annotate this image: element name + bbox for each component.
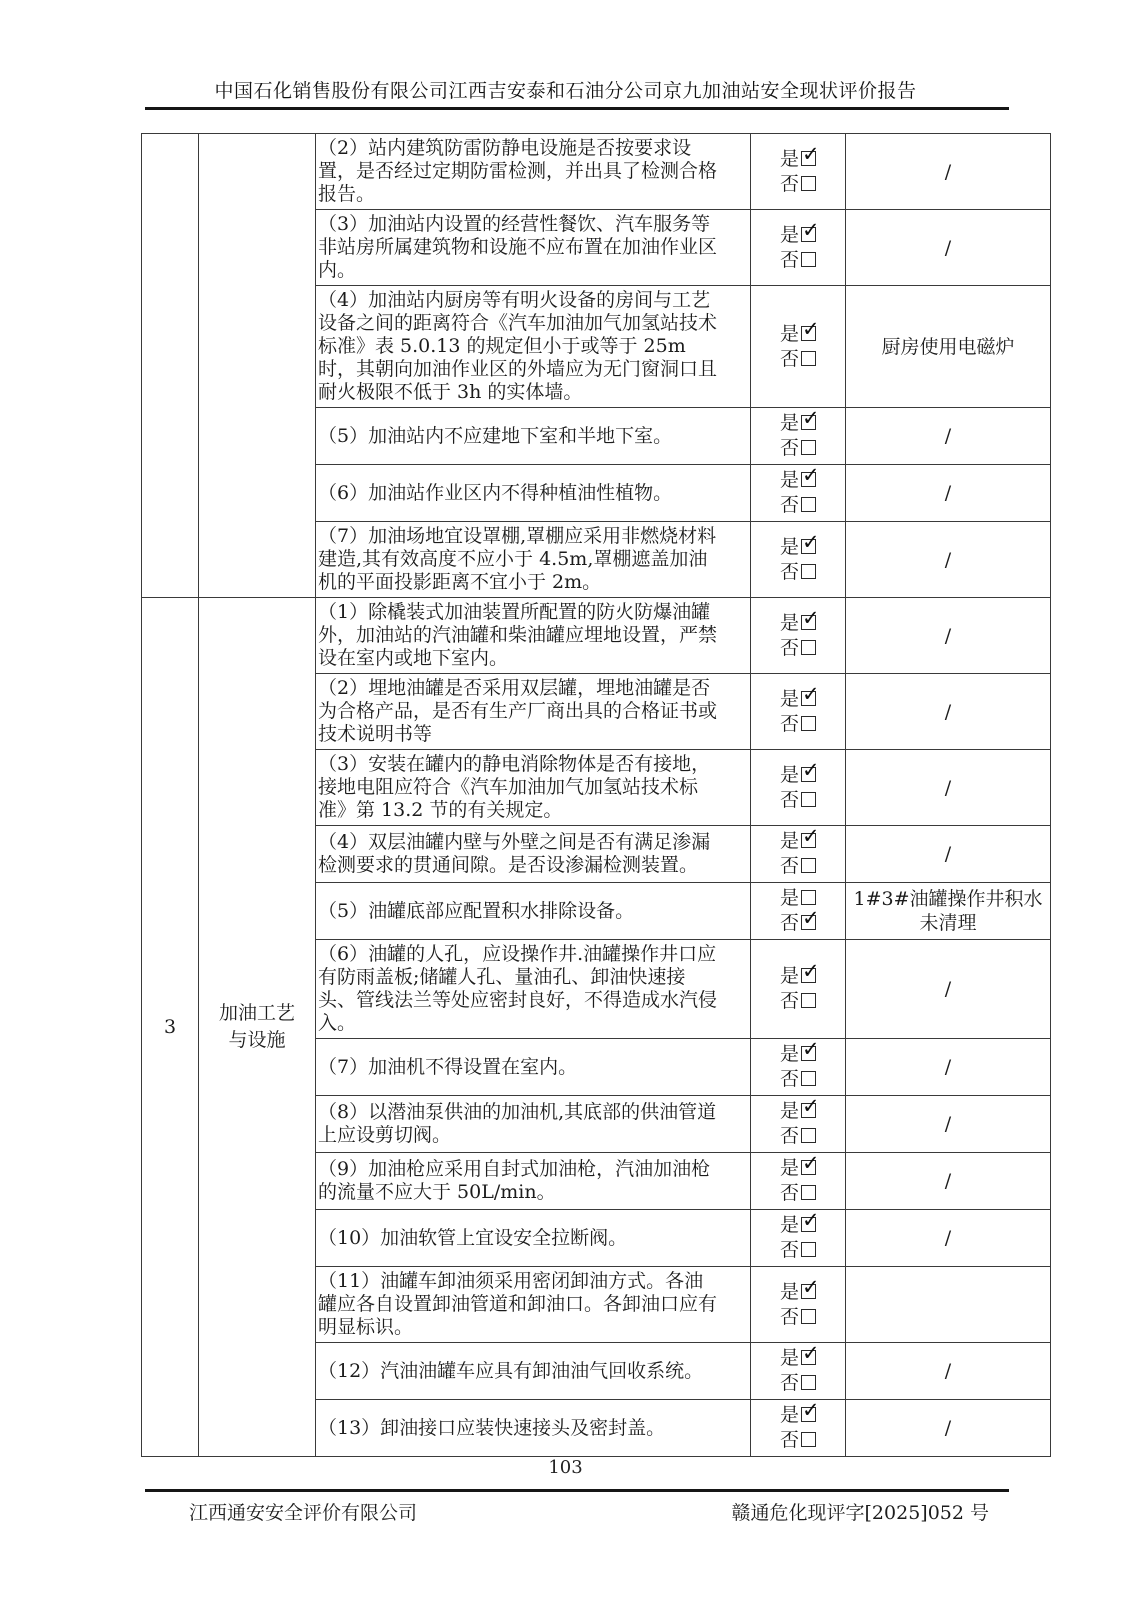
item-cell — [316, 940, 751, 1039]
yes-option — [753, 1280, 843, 1305]
yes-label: 是 — [779, 1280, 799, 1303]
no-checkbox-unchecked — [801, 1309, 816, 1324]
yes-label: 是 — [779, 965, 799, 987]
no-checkbox-unchecked — [801, 640, 816, 655]
item-cell — [316, 883, 751, 940]
remark-cell: / — [846, 826, 1051, 883]
item-cell — [316, 1267, 751, 1343]
yes-label: 是 — [779, 1043, 799, 1065]
yes-no-cell — [751, 826, 846, 883]
yes-no-cell — [751, 674, 846, 750]
row-number-cell: 3 — [142, 598, 199, 1457]
no-option — [753, 1181, 843, 1206]
no-option — [753, 493, 843, 518]
yes-label: 是 — [779, 147, 799, 170]
yes-option — [753, 964, 843, 989]
yes-option — [753, 763, 843, 788]
item-cell — [316, 1210, 751, 1267]
yes-label: 是 — [779, 1157, 799, 1179]
no-checkbox-unchecked — [801, 1432, 816, 1447]
yes-no-cell — [751, 750, 846, 826]
item-text: （9）加油枪应采用自封式加油枪，汽油加油枪的流量不应大于 50L/min。 — [318, 1158, 711, 1203]
item-text: （6）加油站作业区内不得种植油性植物。 — [318, 481, 673, 504]
no-checkbox-unchecked — [801, 858, 816, 873]
item-cell — [316, 465, 751, 522]
yes-option — [753, 687, 843, 712]
item-cell — [316, 826, 751, 883]
remark-cell: 厨房使用电磁炉 — [846, 286, 1051, 408]
no-option — [753, 172, 843, 197]
category-cell — [199, 134, 316, 598]
yes-checkbox-unchecked — [801, 890, 816, 905]
yes-option — [753, 1346, 843, 1371]
no-label: 否 — [779, 347, 799, 370]
yes-checkbox-checked — [801, 767, 816, 782]
yes-no-cell — [751, 210, 846, 286]
remark-cell: / — [846, 408, 1051, 465]
yes-label: 是 — [779, 1214, 799, 1236]
yes-option — [753, 468, 843, 493]
no-label: 否 — [779, 1182, 799, 1204]
remark-cell: / — [846, 1210, 1051, 1267]
footer-company: 江西通安安全评价有限公司 — [189, 1502, 418, 1524]
yes-label: 是 — [779, 1404, 799, 1426]
yes-no-cell — [751, 522, 846, 598]
no-checkbox-unchecked — [801, 176, 816, 191]
no-option — [753, 248, 843, 273]
no-label: 否 — [779, 172, 799, 195]
no-option — [753, 989, 843, 1014]
page-title: 中国石化销售股份有限公司江西吉安泰和石油分公司京九加油站安全现状评价报告 — [214, 80, 917, 102]
no-option — [753, 1428, 843, 1453]
item-cell — [316, 210, 751, 286]
item-text: （3）加油站内设置的经营性餐饮、汽车服务等非站房所属建筑物和设施不应布置在加油作业区内。 — [318, 213, 718, 281]
no-label: 否 — [779, 990, 799, 1012]
no-option — [753, 1067, 843, 1092]
no-label: 否 — [779, 912, 799, 934]
yes-no-cell — [751, 1153, 846, 1210]
remark-cell: / — [846, 1039, 1051, 1096]
no-checkbox-unchecked — [801, 1128, 816, 1143]
yes-label: 是 — [779, 535, 799, 558]
yes-no-cell — [751, 1400, 846, 1457]
yes-no-cell — [751, 1267, 846, 1343]
yes-checkbox-checked — [801, 227, 816, 242]
yes-label: 是 — [779, 887, 799, 909]
remark-cell: / — [846, 674, 1051, 750]
item-cell — [316, 1343, 751, 1400]
yes-checkbox-checked — [801, 472, 816, 487]
item-text: （5）油罐底部应配置积水排除设备。 — [318, 899, 635, 922]
no-label: 否 — [779, 788, 799, 811]
yes-checkbox-checked — [801, 1407, 816, 1422]
no-checkbox-unchecked — [801, 1071, 816, 1086]
no-checkbox-checked — [801, 915, 816, 930]
no-option — [753, 560, 843, 585]
no-checkbox-unchecked — [801, 716, 816, 731]
yes-option — [753, 1403, 843, 1428]
no-checkbox-unchecked — [801, 1375, 816, 1390]
yes-checkbox-checked — [801, 1350, 816, 1365]
no-checkbox-unchecked — [801, 351, 816, 366]
footer-divider — [145, 1489, 1009, 1492]
no-option — [753, 636, 843, 661]
yes-option — [753, 1213, 843, 1238]
no-option — [753, 1238, 843, 1263]
item-cell — [316, 750, 751, 826]
item-cell — [316, 286, 751, 408]
yes-label: 是 — [779, 322, 799, 345]
yes-checkbox-checked — [801, 1160, 816, 1175]
yes-no-cell — [751, 1210, 846, 1267]
item-cell — [316, 522, 751, 598]
yes-label: 是 — [779, 412, 799, 434]
item-cell — [316, 1096, 751, 1153]
yes-no-cell — [751, 883, 846, 940]
yes-option — [753, 322, 843, 347]
item-text: （7）加油机不得设置在室内。 — [318, 1055, 578, 1078]
yes-checkbox-checked — [801, 1103, 816, 1118]
yes-option — [753, 535, 843, 560]
yes-option — [753, 611, 843, 636]
yes-option — [753, 411, 843, 436]
evaluation-table-body — [142, 134, 1051, 1457]
no-option — [753, 1124, 843, 1149]
no-option — [753, 788, 843, 813]
item-text: （7）加油场地宜设罩棚,罩棚应采用非燃烧材料建造,其有效高度不应小于 4.5m,罩棚遮盖加油机的平面投影距离不宜小于 2m。 — [318, 525, 717, 593]
item-text: （2）埋地油罐是否采用双层罐，埋地油罐是否为合格产品，是否有生产厂商出具的合格证书或技术说明书等 — [318, 677, 718, 745]
table-row — [142, 134, 1051, 210]
no-label: 否 — [779, 248, 799, 271]
page-number: 103 — [548, 1457, 583, 1478]
item-text: （10）加油软管上宜设安全拉断阀。 — [318, 1226, 628, 1249]
footer-doc-number: 赣通危化现评字[2025]052 号 — [731, 1502, 989, 1524]
no-option — [753, 1371, 843, 1396]
yes-checkbox-checked — [801, 151, 816, 166]
yes-checkbox-checked — [801, 1046, 816, 1061]
yes-option — [753, 886, 843, 911]
no-checkbox-unchecked — [801, 993, 816, 1008]
item-text: （11）油罐车卸油须采用密闭卸油方式。各油罐应各自设置卸油管道和卸油口。各卸油口应有明显标识。 — [318, 1270, 718, 1338]
no-label: 否 — [779, 855, 799, 877]
item-text: （1）除橇装式加油装置所配置的防火防爆油罐外，加油站的汽油罐和柴油罐应埋地设置，严禁设在室内或地下室内。 — [318, 601, 718, 669]
no-label: 否 — [779, 1429, 799, 1451]
no-label: 否 — [779, 1239, 799, 1261]
item-text: （5）加油站内不应建地下室和半地下室。 — [318, 424, 673, 447]
yes-no-cell — [751, 408, 846, 465]
item-cell — [316, 674, 751, 750]
yes-option — [753, 223, 843, 248]
item-text: （3）安装在罐内的静电消除物体是否有接地，接地电阻应符合《汽车加油加气加氢站技术标准》第 13.2 节的有关规定。 — [318, 753, 711, 821]
yes-no-cell — [751, 286, 846, 408]
item-text: （4）双层油罐内壁与外壁之间是否有满足渗漏检测要求的贯通间隙。是否设渗漏检测装置。 — [318, 831, 711, 876]
yes-label: 是 — [779, 223, 799, 246]
yes-label: 是 — [779, 763, 799, 786]
yes-no-cell — [751, 1343, 846, 1400]
item-text: （6）油罐的人孔，应设操作井.油罐操作井口应有防雨盖板;储罐人孔、量油孔、卸油快速接头、管线法兰等处应密封良好，不得造成水汽侵入。 — [318, 943, 718, 1034]
no-option — [753, 854, 843, 879]
item-cell — [316, 1039, 751, 1096]
remark-cell: / — [846, 1096, 1051, 1153]
remark-cell — [846, 1267, 1051, 1343]
no-checkbox-unchecked — [801, 792, 816, 807]
yes-label: 是 — [779, 830, 799, 852]
no-label: 否 — [779, 437, 799, 459]
yes-no-cell — [751, 598, 846, 674]
yes-label: 是 — [779, 687, 799, 710]
table-row — [142, 598, 1051, 674]
evaluation-table — [141, 133, 1051, 1457]
no-label: 否 — [779, 1068, 799, 1090]
yes-label: 是 — [779, 469, 799, 491]
yes-label: 是 — [779, 611, 799, 634]
yes-checkbox-checked — [801, 833, 816, 848]
category-label: 加油工艺与设施 — [218, 1002, 295, 1051]
item-cell — [316, 1400, 751, 1457]
item-text: （4）加油站内厨房等有明火设备的房间与工艺设备之间的距离符合《汽车加油加气加氢站技术标准》表 5.0.13 的规定但小于或等于 25m 时，其朝向加油作业区的外墙应为无门窗洞口且耐火极限不低于 3h 的实体墙。 — [318, 289, 718, 403]
category-cell — [199, 598, 316, 1457]
yes-checkbox-checked — [801, 691, 816, 706]
remark-cell: / — [846, 750, 1051, 826]
yes-checkbox-checked — [801, 615, 816, 630]
item-cell — [316, 134, 751, 210]
remark-cell: / — [846, 598, 1051, 674]
yes-no-cell — [751, 134, 846, 210]
no-label: 否 — [779, 1305, 799, 1328]
yes-checkbox-checked — [801, 326, 816, 341]
no-option — [753, 712, 843, 737]
remark-cell: / — [846, 210, 1051, 286]
yes-no-cell — [751, 1039, 846, 1096]
yes-label: 是 — [779, 1100, 799, 1122]
yes-option — [753, 147, 843, 172]
remark-cell: 1#3#油罐操作井积水未清理 — [846, 883, 1051, 940]
header-divider — [145, 107, 1009, 110]
yes-no-cell — [751, 465, 846, 522]
yes-option — [753, 1099, 843, 1124]
no-checkbox-unchecked — [801, 1242, 816, 1257]
yes-label: 是 — [779, 1347, 799, 1369]
row-number-cell — [142, 134, 199, 598]
yes-checkbox-checked — [801, 539, 816, 554]
remark-cell: / — [846, 940, 1051, 1039]
no-label: 否 — [779, 636, 799, 659]
item-cell — [316, 598, 751, 674]
no-checkbox-unchecked — [801, 497, 816, 512]
no-checkbox-unchecked — [801, 440, 816, 455]
yes-no-cell — [751, 1096, 846, 1153]
no-checkbox-unchecked — [801, 564, 816, 579]
yes-no-cell — [751, 940, 846, 1039]
item-text: （8）以潜油泵供油的加油机,其底部的供油管道上应设剪切阀。 — [318, 1101, 717, 1146]
remark-cell: / — [846, 1343, 1051, 1400]
no-option — [753, 1305, 843, 1330]
footer — [145, 1498, 1009, 1525]
no-label: 否 — [779, 494, 799, 516]
no-option — [753, 347, 843, 372]
no-option — [753, 911, 843, 936]
no-option — [753, 436, 843, 461]
remark-cell: / — [846, 1400, 1051, 1457]
no-checkbox-unchecked — [801, 252, 816, 267]
item-cell — [316, 1153, 751, 1210]
remark-cell: / — [846, 134, 1051, 210]
yes-checkbox-checked — [801, 968, 816, 983]
no-label: 否 — [779, 560, 799, 583]
no-label: 否 — [779, 712, 799, 735]
no-label: 否 — [779, 1125, 799, 1147]
yes-checkbox-checked — [801, 1217, 816, 1232]
item-text: （2）站内建筑防雷防静电设施是否按要求设置，是否经过定期防雷检测，并出具了检测合格报告。 — [318, 137, 718, 205]
no-checkbox-unchecked — [801, 1185, 816, 1200]
no-label: 否 — [779, 1372, 799, 1394]
yes-option — [753, 1156, 843, 1181]
remark-cell: / — [846, 465, 1051, 522]
yes-option — [753, 829, 843, 854]
remark-cell: / — [846, 1153, 1051, 1210]
item-text: （13）卸油接口应装快速接头及密封盖。 — [318, 1416, 666, 1439]
item-cell — [316, 408, 751, 465]
yes-checkbox-checked — [801, 415, 816, 430]
yes-checkbox-checked — [801, 1284, 816, 1299]
yes-option — [753, 1042, 843, 1067]
remark-cell: / — [846, 522, 1051, 598]
item-text: （12）汽油油罐车应具有卸油油气回收系统。 — [318, 1359, 704, 1382]
